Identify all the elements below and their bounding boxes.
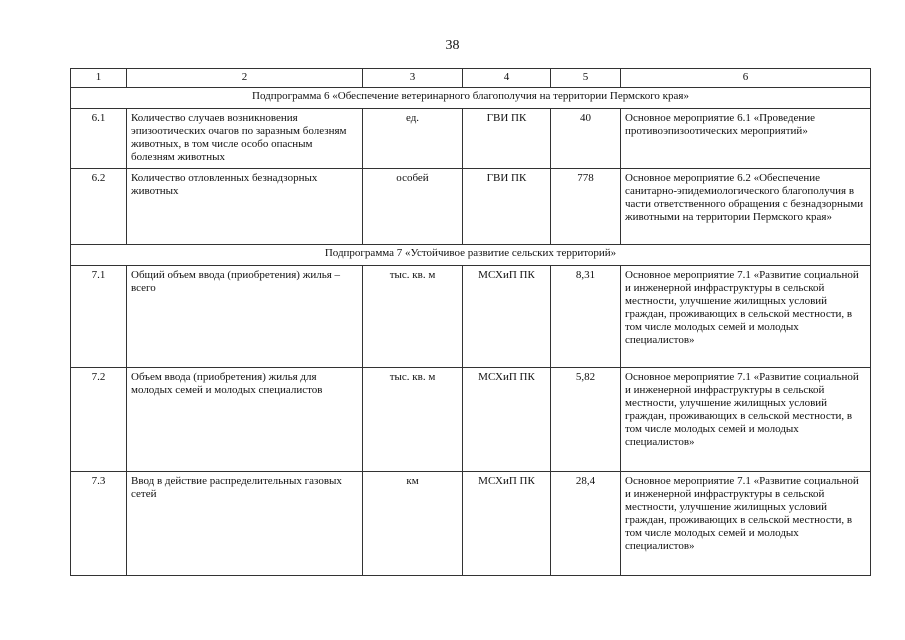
value: 28,4 xyxy=(551,472,621,576)
unit: особей xyxy=(363,169,463,245)
unit: тыс. кв. м xyxy=(363,266,463,368)
unit: км xyxy=(363,472,463,576)
col-header: 3 xyxy=(363,69,463,88)
agency: ГВИ ПК xyxy=(463,109,551,169)
indicator-name: Количество отловленных безнадзорных животных xyxy=(127,169,363,245)
table-row xyxy=(71,368,871,472)
table-row xyxy=(71,169,871,245)
table-row xyxy=(71,109,871,169)
table-header-row xyxy=(71,69,871,88)
indicator-name: Количество случаев возникновения эпизоотических очагов по заразным болезням животных, в том числе особо опасным болезням животных xyxy=(127,109,363,169)
value: 40 xyxy=(551,109,621,169)
col-header: 6 xyxy=(621,69,871,88)
col-header: 4 xyxy=(463,69,551,88)
col-header: 5 xyxy=(551,69,621,88)
unit: ед. xyxy=(363,109,463,169)
page-number: 38 xyxy=(445,38,460,53)
row-number: 7.2 xyxy=(71,368,127,472)
value: 778 xyxy=(551,169,621,245)
unit: тыс. кв. м xyxy=(363,368,463,472)
table-row xyxy=(71,266,871,368)
measure: Основное мероприятие 6.1 «Проведение противоэпизоотических мероприятий» xyxy=(621,109,871,169)
agency: МСХиП ПК xyxy=(463,266,551,368)
subprogram-title: Подпрограмма 7 «Устойчивое развитие сельских территорий» xyxy=(71,245,871,266)
indicator-name: Общий объем ввода (приобретения) жилья – всего xyxy=(127,266,363,368)
col-header: 1 xyxy=(71,69,127,88)
measure: Основное мероприятие 7.1 «Развитие социальной и инженерной инфраструктуры в сельской местности, улучшение жилищных условий граждан, проживающих в сельской местности, в том числе молодых семей и молодых специалистов» xyxy=(621,472,871,576)
row-number: 7.1 xyxy=(71,266,127,368)
measure: Основное мероприятие 6.2 «Обеспечение санитарно-эпидемиологического благополучия в части ответственного обращения с безнадзорными животными на территории Пермского края» xyxy=(621,169,871,245)
indicators-table xyxy=(70,68,871,576)
subprogram-row xyxy=(71,245,871,266)
subprogram-row xyxy=(71,88,871,109)
agency: ГВИ ПК xyxy=(463,169,551,245)
row-number: 6.1 xyxy=(71,109,127,169)
value: 8,31 xyxy=(551,266,621,368)
col-header: 2 xyxy=(127,69,363,88)
measure: Основное мероприятие 7.1 «Развитие социальной и инженерной инфраструктуры в сельской местности, улучшение жилищных условий граждан, проживающих в сельской местности, в том числе молодых семей и молодых специалистов» xyxy=(621,266,871,368)
agency: МСХиП ПК xyxy=(463,472,551,576)
table-row xyxy=(71,472,871,576)
row-number: 6.2 xyxy=(71,169,127,245)
value: 5,82 xyxy=(551,368,621,472)
measure: Основное мероприятие 7.1 «Развитие социальной и инженерной инфраструктуры в сельской местности, улучшение жилищных условий граждан, проживающих в сельской местности, в том числе молодых семей и молодых специалистов» xyxy=(621,368,871,472)
indicator-name: Объем ввода (приобретения) жилья для молодых семей и молодых специалистов xyxy=(127,368,363,472)
subprogram-title: Подпрограмма 6 «Обеспечение ветеринарного благополучия на территории Пермского края» xyxy=(71,88,871,109)
indicator-name: Ввод в действие распределительных газовых сетей xyxy=(127,472,363,576)
agency: МСХиП ПК xyxy=(463,368,551,472)
row-number: 7.3 xyxy=(71,472,127,576)
